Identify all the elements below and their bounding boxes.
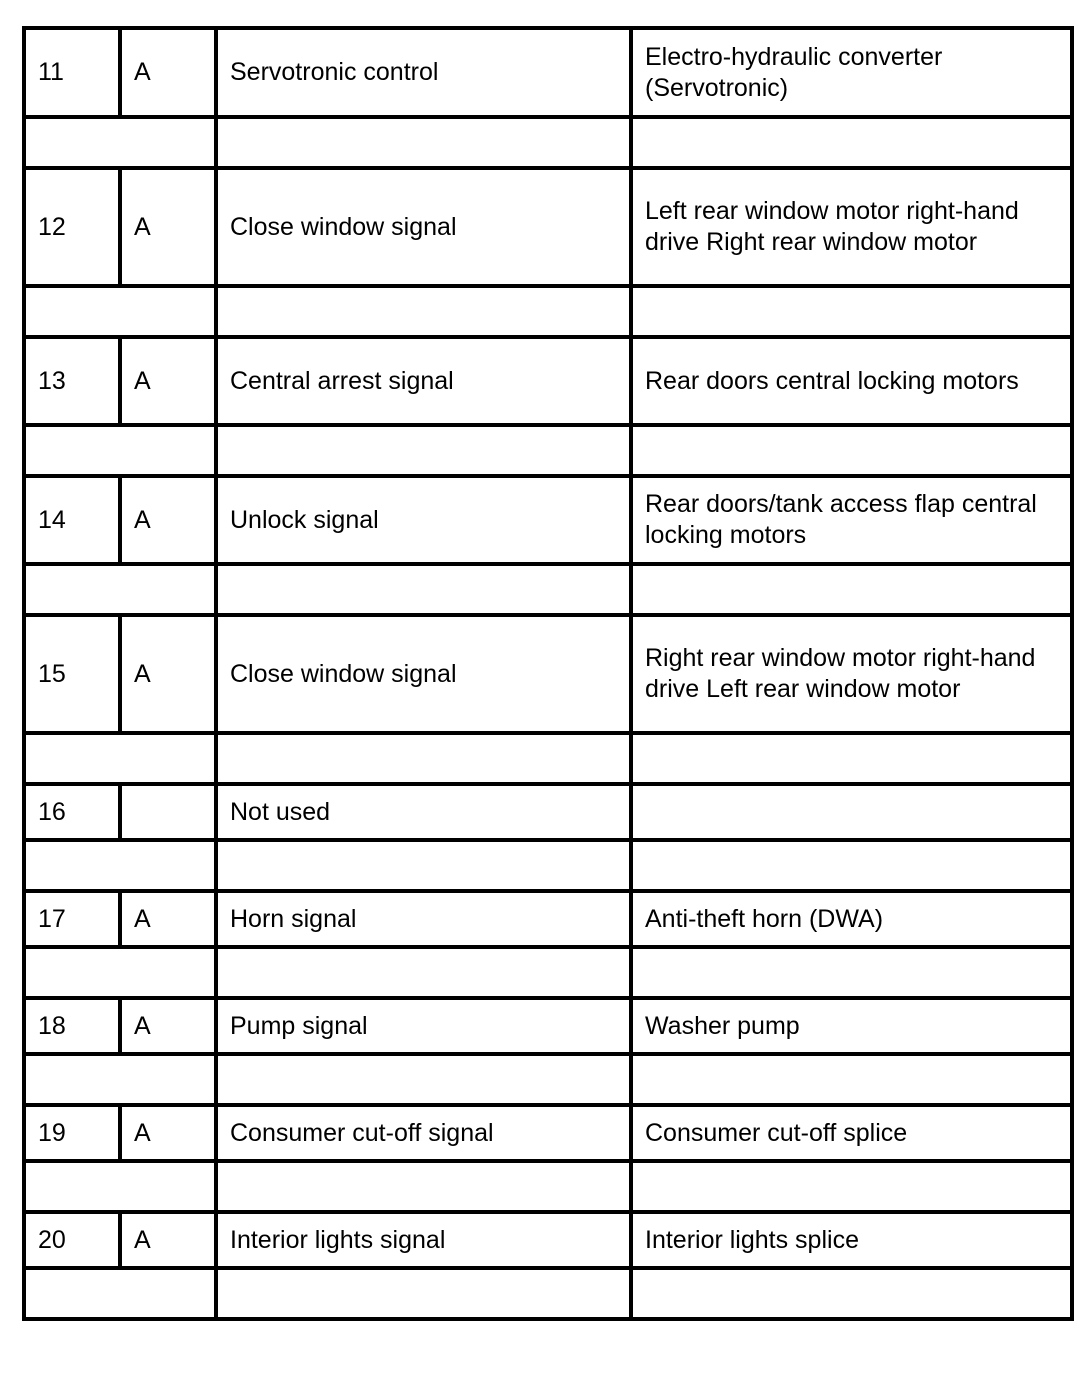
spacer-cell [216,425,631,476]
pin-number-cell: 18 [24,998,120,1054]
table-row [24,168,1072,286]
table-row [24,1105,1072,1161]
spacer-row [24,1268,1072,1319]
spacer-cell [24,733,216,784]
spacer-cell [216,564,631,615]
spacer-cell [631,1161,1072,1212]
connection-cell: Electro-hydraulic converter (Servotronic) [631,28,1072,117]
signal-type-cell: A [120,168,216,286]
pin-number-cell: 20 [24,1212,120,1268]
spacer-cell [24,1268,216,1319]
signal-type-cell: A [120,1105,216,1161]
spacer-cell [631,1268,1072,1319]
spacer-cell [24,947,216,998]
function-cell: Close window signal [216,168,631,286]
spacer-cell [216,1054,631,1105]
spacer-cell [24,117,216,168]
spacer-row [24,1054,1072,1105]
spacer-cell [631,564,1072,615]
spacer-cell [216,117,631,168]
spacer-row [24,425,1072,476]
connection-cell: Anti-theft horn (DWA) [631,891,1072,947]
pin-number-cell: 17 [24,891,120,947]
pin-number-cell: 12 [24,168,120,286]
spacer-cell [631,1054,1072,1105]
pin-number-cell: 11 [24,28,120,117]
connection-cell: Left rear window motor right-hand drive Right rear window motor [631,168,1072,286]
function-cell: Pump signal [216,998,631,1054]
connection-cell: Interior lights splice [631,1212,1072,1268]
connection-cell: Right rear window motor right-hand drive Left rear window motor [631,615,1072,733]
function-cell: Interior lights signal [216,1212,631,1268]
spacer-row [24,733,1072,784]
spacer-cell [24,840,216,891]
table-row [24,1212,1072,1268]
connection-cell: Rear doors/tank access flap central locking motors [631,476,1072,564]
signal-type-cell [120,784,216,840]
spacer-cell [216,733,631,784]
spacer-cell [24,425,216,476]
spacer-cell [216,1161,631,1212]
signal-type-cell: A [120,476,216,564]
table-row [24,476,1072,564]
spacer-row [24,117,1072,168]
signal-type-cell: A [120,891,216,947]
spacer-cell [24,564,216,615]
connection-cell: Rear doors central locking motors [631,337,1072,425]
spacer-cell [631,117,1072,168]
function-cell: Horn signal [216,891,631,947]
spacer-cell [24,1054,216,1105]
function-cell: Central arrest signal [216,337,631,425]
table-row [24,784,1072,840]
table-row [24,337,1072,425]
connection-cell: Washer pump [631,998,1072,1054]
function-cell: Servotronic control [216,28,631,117]
spacer-row [24,840,1072,891]
spacer-cell [24,1161,216,1212]
spacer-row [24,564,1072,615]
function-cell: Unlock signal [216,476,631,564]
signal-type-cell: A [120,615,216,733]
function-cell: Close window signal [216,615,631,733]
spacer-row [24,1161,1072,1212]
pin-assignment-table [22,26,1074,1321]
spacer-row [24,947,1072,998]
spacer-cell [216,947,631,998]
spacer-cell [631,840,1072,891]
table-row [24,891,1072,947]
pin-number-cell: 13 [24,337,120,425]
table-row [24,615,1072,733]
pin-number-cell: 14 [24,476,120,564]
connection-cell [631,784,1072,840]
signal-type-cell: A [120,998,216,1054]
signal-type-cell: A [120,337,216,425]
spacer-cell [216,1268,631,1319]
pin-number-cell: 16 [24,784,120,840]
function-cell: Not used [216,784,631,840]
table-row [24,28,1072,117]
table-row [24,998,1072,1054]
function-cell: Consumer cut-off signal [216,1105,631,1161]
spacer-cell [631,425,1072,476]
pin-number-cell: 15 [24,615,120,733]
spacer-cell [216,840,631,891]
spacer-row [24,286,1072,337]
spacer-cell [24,286,216,337]
spacer-cell [631,947,1072,998]
signal-type-cell: A [120,1212,216,1268]
spacer-cell [631,286,1072,337]
signal-type-cell: A [120,28,216,117]
connection-cell: Consumer cut-off splice [631,1105,1072,1161]
pin-number-cell: 19 [24,1105,120,1161]
spacer-cell [631,733,1072,784]
spacer-cell [216,286,631,337]
